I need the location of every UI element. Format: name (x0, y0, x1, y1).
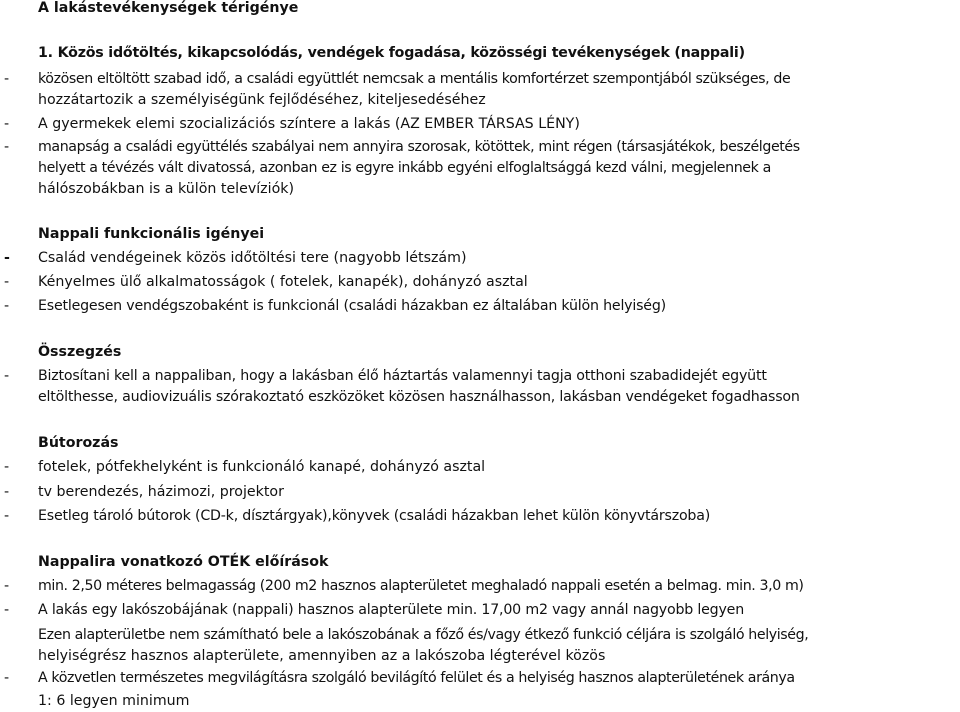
s5-item-3-line-1: A közvetlen természetes megvilágításra szolgáló bevilágító felület és a helyiség hasznos alapterületének aránya (38, 670, 795, 686)
section-3-heading: Összegzés (38, 344, 122, 360)
bullet-dash: - (4, 578, 10, 594)
bullet-dash: - (4, 602, 10, 618)
bullet-dash: - (4, 484, 10, 500)
s2-item-3: Esetlegesen vendégszobaként is funkcionál (családi házakban ez általában külön helyiség) (38, 298, 666, 314)
bullet-dash: - (4, 139, 10, 155)
section-4-heading: Bútorozás (38, 435, 119, 451)
section-2-heading: Nappali funkcionális igényei (38, 226, 265, 242)
s2-item-2: Kényelmes ülő alkalmatosságok ( fotelek, kanapék), dohányzó asztal (38, 274, 528, 290)
s4-item-2: tv berendezés, házimozi, projektor (38, 484, 284, 500)
s1-item-3-line-2: helyett a tévézés vált divatossá, azonban ez is egyre inkább egyéni elfoglaltsággá kezd válni, megjelennek a (38, 160, 771, 176)
bullet-dash: - (4, 250, 10, 266)
bullet-dash: - (4, 670, 10, 686)
s5-item-3-line-2: 1: 6 legyen minimum (38, 693, 190, 709)
document-title: A lakástevékenységek térigénye (38, 0, 299, 16)
s5-paragraph-line-1: Ezen alapterületbe nem számítható bele a lakószobának a főző és/vagy étkező funkció céljára is szolgáló helyiség, (38, 627, 809, 643)
section-5-heading: Nappalira vonatkozó OTÉK előírások (38, 554, 329, 570)
bullet-dash: - (4, 368, 10, 384)
s1-item-1-line-1: közösen eltöltött szabad idő, a családi együttlét nemcsak a mentális komfortérzet szempontjából szükséges, de (38, 71, 791, 87)
s1-item-3-line-3: hálószobákban is a külön televíziók) (38, 181, 295, 197)
s2-item-1: Család vendégeinek közös időtöltési tere (nagyobb létszám) (38, 250, 467, 266)
s5-item-2: A lakás egy lakószobájának (nappali) hasznos alapterülete min. 17,00 m2 vagy annál nagyobb legyen (38, 602, 744, 618)
bullet-dash: - (4, 459, 10, 475)
bullet-dash: - (4, 508, 10, 524)
s5-item-1: min. 2,50 méteres belmagasság (200 m2 hasznos alapterületet meghaladó nappali esetén a belmag. min. 3,0 m) (38, 578, 804, 594)
s1-item-2: A gyermekek elemi szocializációs színtere a lakás (AZ EMBER TÁRSAS LÉNY) (38, 116, 580, 132)
s1-item-3-line-1: manapság a családi együttélés szabályai nem annyira szorosak, kötöttek, mint régen (társasjátékok, beszélgetés (38, 139, 800, 155)
s5-paragraph-line-2: helyiségrész hasznos alapterülete, amennyiben az a lakószoba légterével közös (38, 648, 606, 664)
s1-item-1-line-2: hozzátartozik a személyiségünk fejlődéséhez, kiteljesedéséhez (38, 92, 486, 108)
section-1-heading: 1. Közös időtöltés, kikapcsolódás, vendégek fogadása, közösségi tevékenységek (nappali) (38, 45, 745, 61)
s3-item-1-line-2: eltölthesse, audiovizuális szórakoztató eszközöket közösen használhasson, lakásban vendégeket fogadhasson (38, 389, 800, 405)
s3-item-1-line-1: Biztosítani kell a nappaliban, hogy a lakásban élő háztartás valamennyi tagja otthoni szabadidejét együtt (38, 368, 767, 384)
bullet-dash: - (4, 116, 10, 132)
bullet-dash: - (4, 71, 10, 87)
bullet-dash: - (4, 298, 10, 314)
bullet-dash: - (4, 274, 10, 290)
s4-item-3: Esetleg tároló bútorok (CD-k, dísztárgyak),könyvek (családi házakban lehet külön könyvtárszoba) (38, 508, 711, 524)
s4-item-1: fotelek, pótfekhelyként is funkcionáló kanapé, dohányzó asztal (38, 459, 486, 475)
